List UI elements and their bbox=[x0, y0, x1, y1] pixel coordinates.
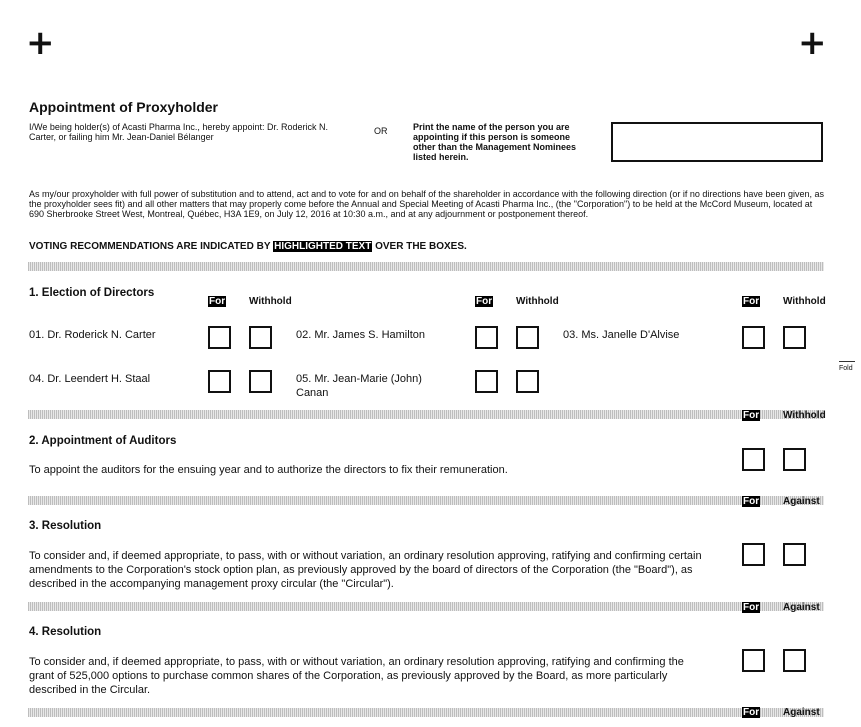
auditors-withhold-checkbox[interactable] bbox=[783, 448, 806, 471]
withhold-label: Withhold bbox=[783, 296, 826, 307]
registration-mark-right: + bbox=[798, 23, 827, 63]
resolution4-title: 4. Resolution bbox=[29, 626, 102, 638]
nominee-05-for-checkbox[interactable] bbox=[475, 370, 498, 393]
resolution4-for-checkbox[interactable] bbox=[742, 649, 765, 672]
against-label: Against bbox=[783, 707, 820, 718]
nominee-02-withhold-checkbox[interactable] bbox=[516, 326, 539, 349]
resolution3-against-checkbox[interactable] bbox=[783, 543, 806, 566]
appoint-text: I/We being holder(s) of Acasti Pharma Inc., hereby appoint: Dr. Roderick N. Carter, or failing him Mr. Jean-Daniel Bélanger bbox=[29, 122, 328, 142]
auditors-for-checkbox[interactable] bbox=[742, 448, 765, 471]
page-title: Appointment of Proxyholder bbox=[29, 99, 218, 115]
auditors-title: 2. Appointment of Auditors bbox=[29, 435, 177, 447]
nominee-03-withhold-checkbox[interactable] bbox=[783, 326, 806, 349]
nominee-05-withhold-checkbox[interactable] bbox=[516, 370, 539, 393]
resolution3-title: 3. Resolution bbox=[29, 520, 102, 532]
for-label: For bbox=[209, 296, 226, 307]
voting-recommendation-line bbox=[29, 241, 467, 252]
proxyholder-name-field[interactable] bbox=[611, 122, 823, 162]
withhold-label: Withhold bbox=[516, 296, 559, 307]
or-label: OR bbox=[374, 126, 388, 136]
nominee-02: 02. Mr. James S. Hamilton bbox=[296, 329, 425, 341]
resolution4-text: To consider and, if deemed appropriate, to pass, with or without variation, an ordinary resolution approving, ratifying and confirming the grant of 525,000 options to purchase common shares of the Corporation, as previously approved by the Board, as more particularly described in the Circular. bbox=[29, 656, 684, 696]
resolution4-against-checkbox[interactable] bbox=[783, 649, 806, 672]
for-label: For bbox=[476, 296, 493, 307]
nominee-01-withhold-checkbox[interactable] bbox=[249, 326, 272, 349]
nominee-02-for-checkbox[interactable] bbox=[475, 326, 498, 349]
voting-rec-after: OVER THE BOXES. bbox=[372, 241, 467, 252]
auditors-text: To appoint the auditors for the ensuing year and to authorize the directors to fix their remuneration. bbox=[29, 464, 508, 476]
withhold-label: Withhold bbox=[249, 296, 292, 307]
section-divider bbox=[28, 496, 824, 505]
for-label: For bbox=[743, 410, 760, 421]
nominee-04-withhold-checkbox[interactable] bbox=[249, 370, 272, 393]
fold-line bbox=[839, 361, 855, 362]
for-label: For bbox=[743, 296, 760, 307]
resolution3-for-checkbox[interactable] bbox=[742, 543, 765, 566]
fold-label: Fold bbox=[839, 365, 853, 372]
for-label: For bbox=[743, 707, 760, 718]
nominee-03: 03. Ms. Janelle D'Alvise bbox=[563, 329, 680, 341]
against-label: Against bbox=[783, 602, 820, 613]
for-label: For bbox=[743, 602, 760, 613]
voting-rec-before: VOTING RECOMMENDATIONS ARE INDICATED BY bbox=[29, 241, 274, 252]
resolution3-text: To consider and, if deemed appropriate, to pass, with or without variation, an ordinary resolution approving, ratifying and confirming certain amendments to the Corporation's stock option plan, as previously approved by the board of directors of the Corporation (the "Board"), as described in the accompanying management proxy circular (the "Circular"). bbox=[29, 550, 702, 590]
nominee-03-for-checkbox[interactable] bbox=[742, 326, 765, 349]
section-divider bbox=[28, 410, 824, 419]
print-name-instructions: Print the name of the person you are appointing if this person is someone other than the Management Nominees listed herein. bbox=[413, 122, 577, 162]
registration-mark-left: + bbox=[26, 23, 55, 63]
nominee-01: 01. Dr. Roderick N. Carter bbox=[29, 329, 156, 341]
nominee-04: 04. Dr. Leendert H. Staal bbox=[29, 373, 151, 385]
highlighted-text-sample: HIGHLIGHTED TEXT bbox=[274, 241, 372, 252]
section-divider bbox=[28, 708, 824, 717]
section-divider bbox=[28, 602, 824, 611]
against-label: Against bbox=[783, 496, 820, 507]
election-title: 1. Election of Directors bbox=[29, 287, 155, 299]
for-label: For bbox=[743, 496, 760, 507]
withhold-label: Withhold bbox=[783, 410, 826, 421]
section-divider bbox=[28, 262, 824, 271]
nominee-04-for-checkbox[interactable] bbox=[208, 370, 231, 393]
nominee-01-for-checkbox[interactable] bbox=[208, 326, 231, 349]
nominee-05: 05. Mr. Jean-Marie (John) Canan bbox=[296, 373, 422, 399]
proxy-paragraph: As my/our proxyholder with full power of substitution and to attend, act and to vote for and on behalf of the shareholder in accordance with the following direction (or if no directions have been given, as the proxyholder sees fit) and all other matters that may properly come before the Annual and Special Meeting of Acasti Pharma Inc., (the "Corporation") to be held at the McCord Museum, located at 690 Sherbrooke Street West, Montreal, Québec, H3A 1E9, on July 12, 2016 at 10:30 a.m., and at any adjournment or postponement thereof. bbox=[29, 189, 824, 219]
